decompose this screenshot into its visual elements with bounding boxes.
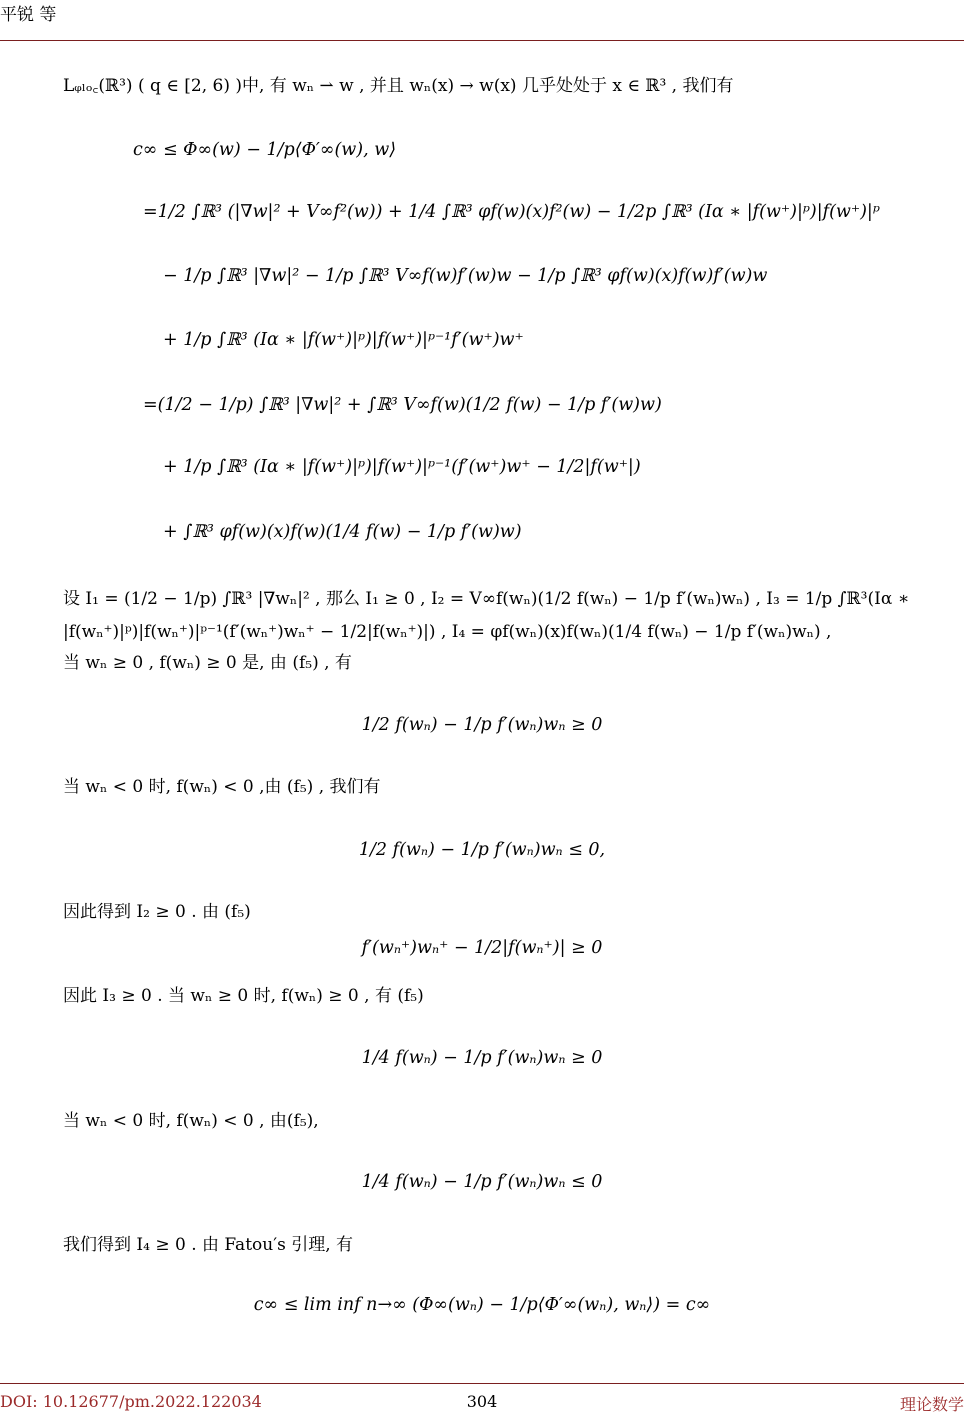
page-number: 304 (466, 1392, 498, 1411)
equation-line-4: + 1/p ∫ℝ³ (Iα ∗ |f(w⁺)|ᵖ)|f(w⁺)|ᵖ⁻¹f′(w⁺)w⁺ (163, 330, 524, 350)
equation-line-7: + ∫ℝ³ φf(w)(x)f(w)(1/4 f(w) − 1/p f′(w)w) (163, 522, 522, 542)
definition-line-1: 设 I₁ = (1/2 − 1/p) ∫ℝ³ |∇wₙ|² , 那么 I₁ ≥ 0 , I₂ = V∞f(wₙ)(1/2 f(wₙ) − 1/p f′(wₙ)wₙ) , I₃ = 1/p ∫ℝ³(Iα ∗ (63, 589, 910, 609)
journal-name: 理论数学 (899, 1395, 964, 1414)
equation-line-2: =1/2 ∫ℝ³ (|∇w|² + V∞f²(w)) + 1/4 ∫ℝ³ φf(w)(x)f²(w) − 1/2p ∫ℝ³ (Iα ∗ |f(w⁺)|ᵖ)|f(w⁺)|ᵖ (143, 202, 880, 222)
final-equation: c∞ ≤ lim inf n→∞ (Φ∞(wₙ) − 1/p⟨Φ′∞(wₙ), wₙ⟩) = c∞ (253, 1295, 711, 1315)
doi-link[interactable]: DOI: 10.12677/pm.2022.122034 (0, 1392, 262, 1411)
case-3-equation: 1/4 f(wₙ) − 1/p f′(wₙ)wₙ ≥ 0 (361, 1048, 603, 1068)
case-1-equation: 1/2 f(wₙ) − 1/p f′(wₙ)wₙ ≥ 0 (361, 715, 603, 735)
i2-conclusion-text: 因此得到 I₂ ≥ 0 . 由 (f₅) (63, 902, 251, 922)
i4-conclusion-text: 我们得到 I₄ ≥ 0 . 由 Fatou′s 引理, 有 (63, 1235, 354, 1255)
equation-line-6: + 1/p ∫ℝ³ (Iα ∗ |f(w⁺)|ᵖ)|f(w⁺)|ᵖ⁻¹(f′(w⁺)w⁺ − 1/2|f(w⁺|) (163, 457, 641, 477)
definition-line-2: |f(wₙ⁺)|ᵖ)|f(wₙ⁺)|ᵖ⁻¹(f′(wₙ⁺)wₙ⁺ − 1/2|f(wₙ⁺)|) , I₄ = φf(wₙ)(x)f(wₙ)(1/4 f(wₙ) − 1/p f′(wₙ)wₙ) , (63, 622, 832, 642)
equation-line-5: =(1/2 − 1/p) ∫ℝ³ |∇w|² + ∫ℝ³ V∞f(w)(1/2 f(w) − 1/p f′(w)w) (143, 395, 662, 415)
equation-line-3: − 1/p ∫ℝ³ |∇w|² − 1/p ∫ℝ³ V∞f(w)f′(w)w − 1/p ∫ℝ³ φf(w)(x)f(w)f′(w)w (163, 266, 768, 286)
case-2-text: 当 wₙ < 0 时, f(wₙ) < 0 ,由 (f₅) , 我们有 (63, 777, 381, 797)
case-2-equation: 1/2 f(wₙ) − 1/p f′(wₙ)wₙ ≤ 0, (358, 840, 606, 860)
case-4-equation: 1/4 f(wₙ) − 1/p f′(wₙ)wₙ ≤ 0 (361, 1172, 603, 1192)
footer-rule (0, 1383, 964, 1384)
header-rule (0, 40, 964, 41)
case-1-text: 当 wₙ ≥ 0 , f(wₙ) ≥ 0 是, 由 (f₅) , 有 (63, 653, 352, 673)
equation-line-1: c∞ ≤ Φ∞(w) − 1/p⟨Φ′∞(w), w⟩ (133, 140, 397, 160)
i2-equation: f′(wₙ⁺)wₙ⁺ − 1/2|f(wₙ⁺)| ≥ 0 (361, 938, 603, 958)
intro-line: Lᵩₗₒ꜀(ℝ³) ( q ∈ [2, 6) )中, 有 wₙ ⇀ w , 并且 wₙ(x) → w(x) 几乎处处于 x ∈ ℝ³ , 我们有 (63, 76, 734, 96)
i3-conclusion-text: 因此 I₃ ≥ 0 . 当 wₙ ≥ 0 时, f(wₙ) ≥ 0 , 有 (f₅) (63, 986, 424, 1006)
case-4-text: 当 wₙ < 0 时, f(wₙ) < 0 , 由(f₅), (63, 1111, 319, 1131)
running-header: 平锐 等 (0, 5, 57, 25)
